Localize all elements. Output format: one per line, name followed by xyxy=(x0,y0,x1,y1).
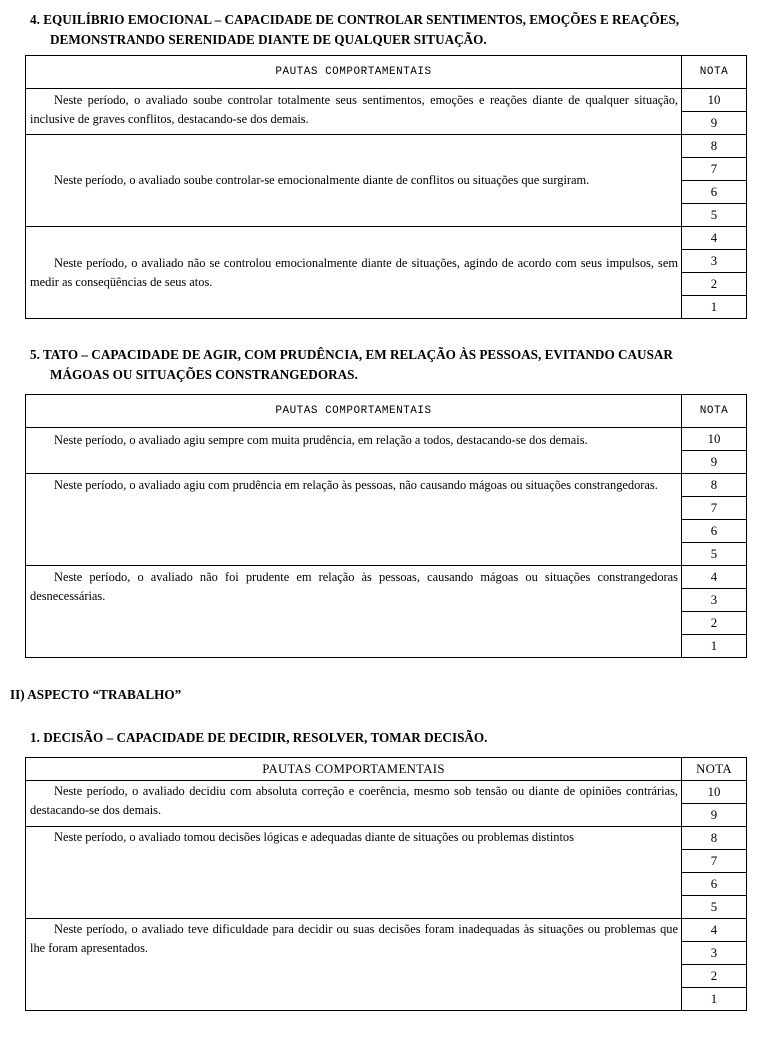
pautas-header: PAUTAS COMPORTAMENTAIS xyxy=(26,56,682,89)
score-4: 4 xyxy=(682,919,747,942)
score-6: 6 xyxy=(682,181,747,204)
score-5: 5 xyxy=(682,204,747,227)
q4-description-mid: Neste período, o avaliado soube controlar-se emocionalmente diante de conflitos ou situações que surgiram. xyxy=(26,135,682,227)
score-4: 4 xyxy=(682,227,747,250)
t1-description-low: Neste período, o avaliado teve dificuldade para decidir ou suas decisões foram inadequadas às situações ou problemas que lhe foram apresentados. xyxy=(26,919,682,1011)
score-7: 7 xyxy=(682,497,747,520)
q5-heading-line1: 5. TATO – CAPACIDADE DE AGIR, COM PRUDÊNCIA, EM RELAÇÃO ÀS PESSOAS, EVITANDO CAUSAR xyxy=(30,347,673,362)
q5-description-low: Neste período, o avaliado não foi prudente em relação às pessoas, causando mágoas ou situações constrangedoras desnecessárias. xyxy=(26,566,682,658)
score-2: 2 xyxy=(682,612,747,635)
nota-header: NOTA xyxy=(682,56,747,89)
q5-heading-line2: MÁGOAS OU SITUAÇÕES CONSTRANGEDORAS. xyxy=(50,367,358,382)
pautas-header: PAUTAS COMPORTAMENTAIS xyxy=(26,395,682,428)
score-3: 3 xyxy=(682,942,747,965)
score-10: 10 xyxy=(682,428,747,451)
q4-description-high: Neste período, o avaliado soube controlar totalmente seus sentimentos, emoções e reações diante de qualquer situação, inclusive de graves conflitos, destacando-se dos demais. xyxy=(26,89,682,135)
score-9: 9 xyxy=(682,112,747,135)
q4-table xyxy=(25,55,747,319)
nota-header: NOTA xyxy=(682,758,747,781)
score-8: 8 xyxy=(682,474,747,497)
pautas-header: PAUTAS COMPORTAMENTAIS xyxy=(26,758,682,781)
nota-header: NOTA xyxy=(682,395,747,428)
t1-table xyxy=(25,757,747,1011)
q5-description-mid: Neste período, o avaliado agiu com prudência em relação às pessoas, não causando mágoas ou situações constrangedoras. xyxy=(26,474,682,566)
t1-heading: 1. DECISÃO – CAPACIDADE DE DECIDIR, RESOLVER, TOMAR DECISÃO. xyxy=(30,730,488,745)
score-10: 10 xyxy=(682,89,747,112)
score-9: 9 xyxy=(682,451,747,474)
score-9: 9 xyxy=(682,804,747,827)
score-2: 2 xyxy=(682,273,747,296)
score-3: 3 xyxy=(682,589,747,612)
score-1: 1 xyxy=(682,296,747,319)
score-7: 7 xyxy=(682,158,747,181)
q5-table xyxy=(25,394,747,658)
score-3: 3 xyxy=(682,250,747,273)
score-10: 10 xyxy=(682,781,747,804)
score-1: 1 xyxy=(682,988,747,1011)
q5-description-high: Neste período, o avaliado agiu sempre com muita prudência, em relação a todos, destacando-se dos demais. xyxy=(26,428,682,474)
score-6: 6 xyxy=(682,520,747,543)
q4-heading-line1: 4. EQUILÍBRIO EMOCIONAL – CAPACIDADE DE CONTROLAR SENTIMENTOS, EMOÇÕES E REAÇÕES, xyxy=(30,12,680,27)
q4-heading-line2: DEMONSTRANDO SERENIDADE DIANTE DE QUALQUER SITUAÇÃO. xyxy=(50,32,487,47)
score-2: 2 xyxy=(682,965,747,988)
score-4: 4 xyxy=(682,566,747,589)
score-1: 1 xyxy=(682,635,747,658)
score-5: 5 xyxy=(682,896,747,919)
score-8: 8 xyxy=(682,827,747,850)
section-ii-title: II) ASPECTO “TRABALHO” xyxy=(10,687,182,702)
score-6: 6 xyxy=(682,873,747,896)
t1-description-mid: Neste período, o avaliado tomou decisões lógicas e adequadas diante de situações ou problemas distintos xyxy=(26,827,682,919)
score-8: 8 xyxy=(682,135,747,158)
q4-description-low: Neste período, o avaliado não se controlou emocionalmente diante de situações, agindo de acordo com seus impulsos, sem medir as conseqüências de seus atos. xyxy=(26,227,682,319)
q5-heading xyxy=(30,345,742,385)
score-5: 5 xyxy=(682,543,747,566)
q4-heading xyxy=(30,10,742,50)
score-7: 7 xyxy=(682,850,747,873)
t1-description-high: Neste período, o avaliado decidiu com absoluta correção e coerência, mesmo sob tensão ou diante de opiniões contrárias, destacando-se dos demais. xyxy=(26,781,682,827)
